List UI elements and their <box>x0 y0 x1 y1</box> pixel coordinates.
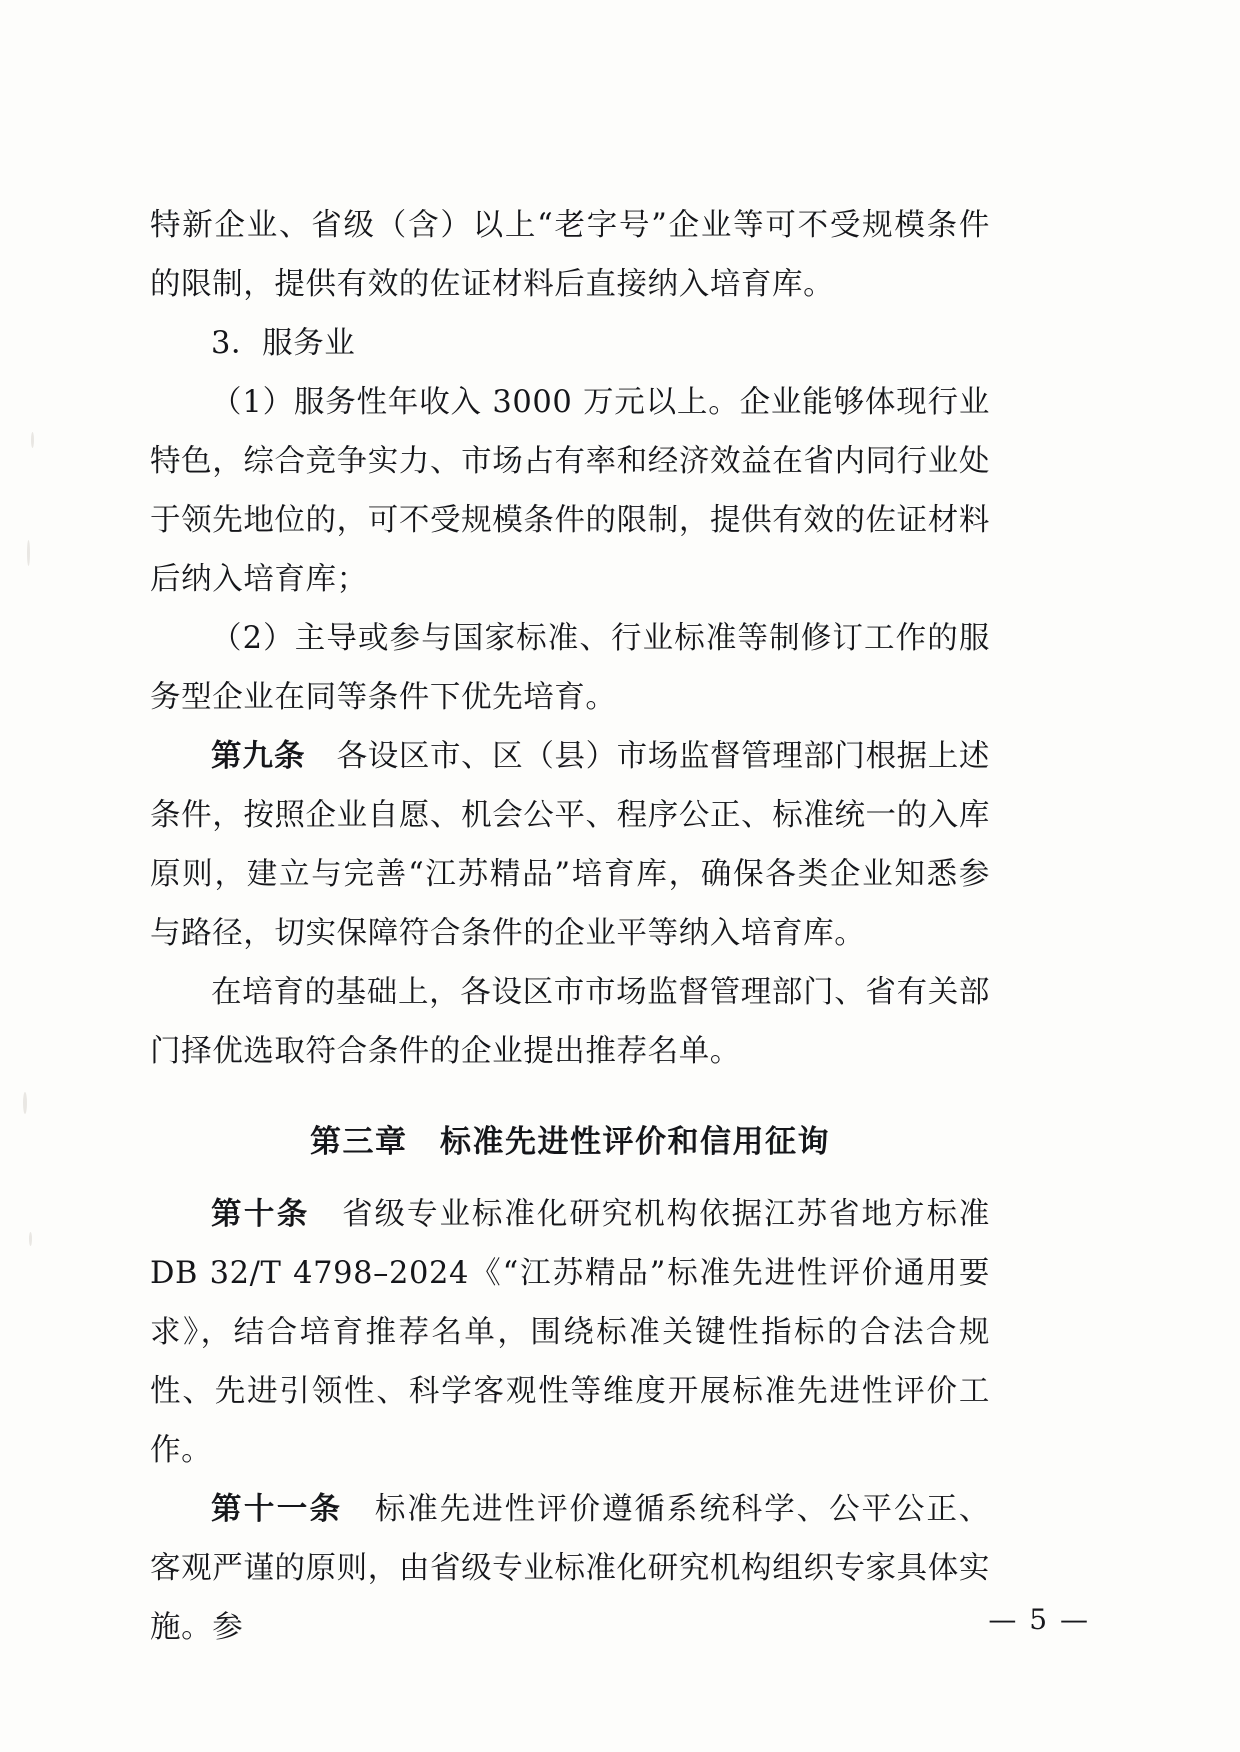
paragraph-service-item-2: （2）主导或参与国家标准、行业标准等制修订工作的服务型企业在同等条件下优先培育。 <box>150 621 990 715</box>
article-nine <box>150 727 990 963</box>
article-ten-text: 省级专业标准化研究机构依据江苏省地方标准 DB 32/T 4798–2024《“江苏精品”标准先进性评价通用要求》，结合培育推荐名单，围绕标准关键性指标的合法合规性、先进引领性、科学客观性等维度开展标准先进性评价工作。 <box>150 1197 991 1468</box>
paper-speck <box>31 432 34 448</box>
chapter-heading: 第三章 标准先进性评价和信用征询 <box>310 1124 830 1160</box>
article-eleven <box>150 1480 990 1657</box>
article-eleven-label: 第十一条 <box>211 1491 343 1527</box>
paragraph-continuation: 特新企业、省级（含）以上“老字号”企业等可不受规模条件的限制，提供有效的佐证材料后直接纳入培育库。 <box>150 208 990 302</box>
article-ten-label: 第十条 <box>211 1196 310 1232</box>
paper-speck <box>23 1092 27 1114</box>
document-body <box>150 196 990 1657</box>
article-nine-text: 各设区市、区（县）市场监督管理部门根据上述条件，按照企业自愿、机会公平、程序公正、标准统一的入库原则，建立与完善“江苏精品”培育库，确保各类企业知悉参与路径，切实保障符合条件的企业平等纳入培育库。 <box>150 739 991 951</box>
page-number: — 5 — <box>988 1603 1090 1636</box>
article-eleven-text: 标准先进性评价遵循系统科学、公平公正、客观严谨的原则，由省级专业标准化研究机构组织专家具体实施。参 <box>150 1492 990 1645</box>
paper-speck <box>27 540 30 566</box>
paragraph-service-item-1: （1）服务性年收入 3000 万元以上。企业能够体现行业特色，综合竞争实力、市场占有率和经济效益在省内同行业处于领先地位的，可不受规模条件的限制，提供有效的佐证材料后纳入培育库； <box>150 385 990 597</box>
article-nine-label: 第九条 <box>211 738 306 774</box>
paragraph-service-heading: 3．服务业 <box>211 326 356 361</box>
paper-speck <box>29 1232 32 1246</box>
article-nine-followup: 在培育的基础上，各设区市市场监督管理部门、省有关部门择优选取符合条件的企业提出推荐名单。 <box>150 975 990 1069</box>
article-ten <box>150 1185 990 1480</box>
